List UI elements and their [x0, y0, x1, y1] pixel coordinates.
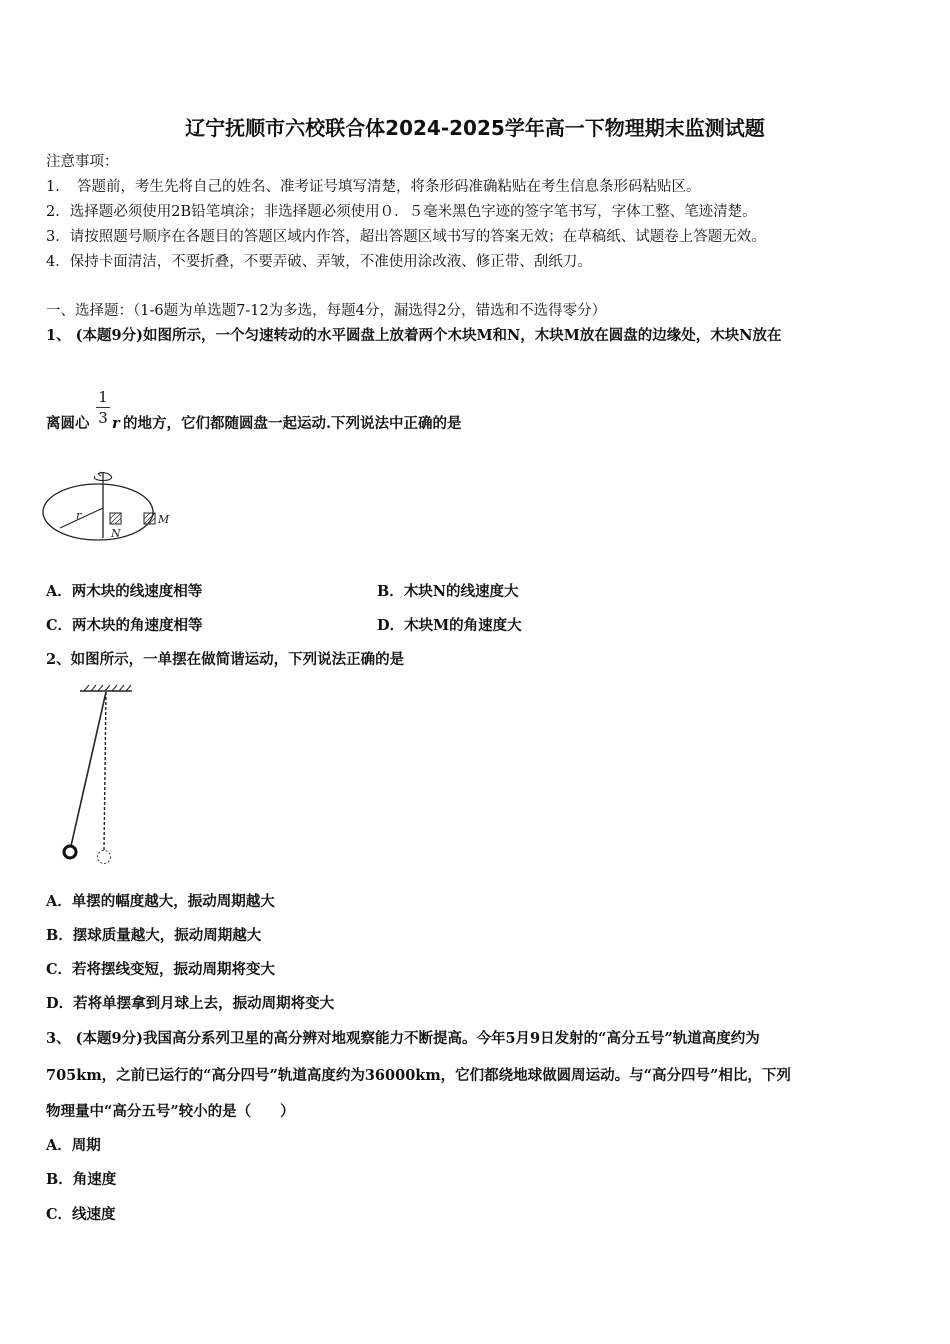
disk-ellipse — [43, 484, 153, 540]
ceiling-hatch — [84, 685, 131, 691]
radius-line — [60, 508, 103, 528]
q2-stem: 2、如图所示，一单摆在做简谐运动，下列说法正确的是 — [46, 651, 405, 668]
q2-option-b: B．摆球质量越大，振动周期越大 — [46, 927, 262, 944]
q1-stem-line1: 1、 (本题9分)如图所示，一个匀速转动的水平圆盘上放着两个木块M和N，木块M放在圆盘的边缘处，木块N放在 — [46, 327, 782, 344]
q1-variable-r: r — [112, 415, 120, 432]
q1-option-c: C．两木块的角速度相等 — [46, 617, 203, 634]
fraction-bar — [96, 407, 110, 408]
q2-option-c: C．若将摆线变短，振动周期将变大 — [46, 961, 276, 978]
q1-option-d: D．木块M的角速度大 — [377, 617, 522, 634]
notice-item-4: 4．保持卡面清洁，不要折叠，不要弄破、弄皱，不准使用涂改液、修正带、刮纸刀。 — [46, 254, 592, 270]
label-m: M — [158, 513, 170, 526]
q3-option-a: A．周期 — [46, 1137, 101, 1154]
q1-fraction — [96, 388, 110, 427]
equilibrium-string — [104, 692, 106, 850]
q3-stem-line2: 705km，之前已运行的“高分四号”轨道高度约为36000km，它们都绕地球做圆周运动。与“高分四号”相比，下列 — [46, 1067, 791, 1084]
notice-item-3: 3．请按照题号顺序在各题目的答题区域内作答，超出答题区域书写的答案无效；在草稿纸、试题卷上答题无效。 — [46, 229, 766, 245]
notice-item-1: 1． 答题前，考生先将自己的姓名、准考证号填写清楚，将条形码准确粘贴在考生信息条形码粘贴区。 — [46, 179, 701, 195]
q3-stem-line3: 物理量中“高分五号”较小的是（ ） — [46, 1103, 295, 1120]
label-n: N — [111, 527, 121, 540]
q1-option-a: A．两木块的线速度相等 — [46, 583, 203, 600]
q3-option-c: C．线速度 — [46, 1206, 116, 1223]
fraction-denominator: 3 — [98, 409, 108, 427]
notice-item-2: 2．选择题必须使用2B铅笔填涂；非选择题必须使用０．５毫米黑色字迹的签字笔书写，字体工整、笔迹清楚。 — [46, 204, 757, 220]
q3-option-b: B．角速度 — [46, 1171, 117, 1188]
notice-heading: 注意事项： — [46, 154, 119, 170]
q1-stem-line2-suffix: 的地方，它们都随圆盘一起运动.下列说法中正确的是 — [123, 415, 462, 432]
q1-stem-line2-prefix: 离圆心 — [46, 415, 90, 432]
q2-option-a: A．单摆的幅度越大，振动周期越大 — [46, 893, 275, 910]
q2-pendulum-figure — [58, 684, 148, 869]
q1-option-b: B．木块N的线速度大 — [377, 583, 519, 600]
pendulum-bob — [64, 846, 76, 858]
pendulum-string — [71, 692, 106, 846]
q1-rotating-disk-figure — [40, 466, 190, 546]
equilibrium-bob — [98, 851, 111, 864]
label-r: r — [76, 509, 82, 522]
page-title: 辽宁抚顺市六校联合体2024-2025学年高一下物理期末监测试题 — [185, 116, 765, 140]
fraction-numerator: 1 — [98, 388, 108, 406]
q2-option-d: D．若将单摆拿到月球上去，振动周期将变大 — [46, 995, 335, 1012]
section-heading: 一、选择题：（1-6题为单选题7-12为多选，每题4分，漏选得2分，错选和不选得零分） — [46, 303, 607, 319]
q3-stem-line1: 3、 (本题9分)我国高分系列卫星的高分辨对地观察能力不断提高。今年5月9日发射的“高分五号”轨道高度约为 — [46, 1030, 760, 1047]
